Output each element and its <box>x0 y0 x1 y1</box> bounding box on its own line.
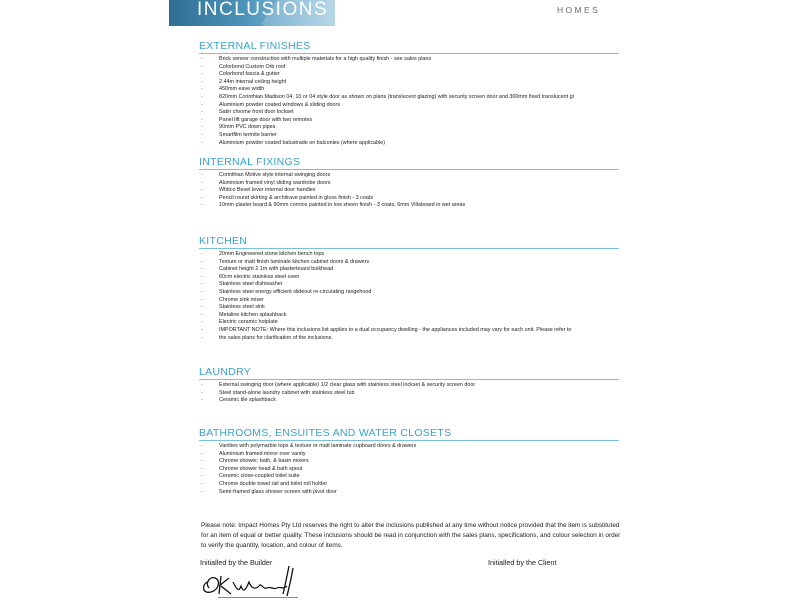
item-list <box>199 56 629 147</box>
list-item: - the sales plans for clarification of the inclusions. <box>199 335 629 343</box>
list-item: - Chrome shower, bath, & basin mixers <box>199 458 629 466</box>
list-item: - 2.44m internal ceiling height <box>199 79 629 87</box>
section-title: KITCHEN <box>199 235 248 247</box>
list-item: - Colorbond Custom Orb roof <box>199 64 629 72</box>
section-title: BATHROOMS, ENSUITES AND WATER CLOSETS <box>199 427 452 439</box>
list-item: - 20mm Engineered stone kitchen bench tops <box>199 251 629 259</box>
list-item: - 90mm PVC down pipes <box>199 124 629 132</box>
list-item: - Aluminium framed mirror over vanity <box>199 451 629 459</box>
inclusions-banner <box>169 0 335 26</box>
list-item: - Brick veneer construction with multiple materials for a high quality finish - see sales plans <box>199 56 629 64</box>
item-list <box>199 172 629 210</box>
list-item: - Smartfilm termite barrier <box>199 132 629 140</box>
list-item: - Stainless steel dishwasher <box>199 281 629 289</box>
section-divider <box>199 379 619 380</box>
list-item: - Chrome shower head & bath spout <box>199 466 629 474</box>
list-item: - Electric ceramic hotplate <box>199 319 629 327</box>
item-list <box>199 382 629 405</box>
list-item: - Stainless steel energy efficient slideout re-circulating rangehood <box>199 289 629 297</box>
list-item: - External swinging door (where applicable) 1/2 clear glass with stainless steel lockset & security screen door <box>199 382 629 390</box>
section-title: EXTERNAL FINISHES <box>199 40 311 52</box>
list-item: - Metaline kitchen splashback <box>199 312 629 320</box>
section-divider <box>199 248 619 249</box>
list-item: - Semi-framed glass shower screen with pivot door <box>199 489 629 497</box>
list-item: - Whitco Bevel lever internal door handles <box>199 187 629 195</box>
list-item: - Colorbond fascia & gutter <box>199 71 629 79</box>
list-item: - Chrome sink mixer <box>199 297 629 305</box>
list-item: - 450mm eave width <box>199 86 629 94</box>
section-external-finishes <box>199 41 629 147</box>
item-list <box>199 251 629 342</box>
signature-line <box>218 597 298 598</box>
brand-logo-text: HOMES <box>557 5 601 15</box>
item-list <box>199 443 629 496</box>
list-item: - Stainless steel sink <box>199 304 629 312</box>
list-item: - Vanities with polymarble tops & texture or matt laminate cupboard doors & drawers <box>199 443 629 451</box>
list-item: - 820mm Corinthian Madison 04, 10 or 04 style door as shown on plans (translucent glazing) with security screen door and 300mm fixed translucent gl <box>199 94 629 102</box>
banner-title: INCLUSIONS <box>197 0 329 20</box>
list-item: - 60cm electric stainless steel oven <box>199 274 629 282</box>
section-kitchen <box>199 236 629 342</box>
disclaimer-note: Please note: Impact Homes Pty Ltd reserves the right to alter the inclusions published at any time without notice provided that the item is substituted for an item of equal or better quality. These inclusions should be read in conjunction with the sales plans, specifications, and colour selection in order to verify the quantity, location, and colour of items. <box>201 522 621 550</box>
list-item: - Ceramic tile splashback <box>199 397 629 405</box>
list-item: - Steel stand-alone laundry cabinet with stainless steel tub <box>199 390 629 398</box>
section-bathrooms <box>199 428 629 496</box>
list-item: - Cabinet height 2.1m with plasterboard bulkhead <box>199 266 629 274</box>
list-item: - Texture or matt finish laminate kitchen cabinet doors & drawers <box>199 259 629 267</box>
section-title: INTERNAL FIXINGS <box>199 156 301 168</box>
section-title: LAUNDRY <box>199 366 252 378</box>
section-internal-fixings <box>199 157 629 210</box>
section-divider <box>199 440 619 441</box>
list-item: - Pencil round skirting & architrave painted in gloss finish - 3 coats <box>199 195 629 203</box>
list-item: - Aluminium powder coated windows & sliding doors <box>199 102 629 110</box>
list-item: - 10mm plaster board & 90mm cornice painted in low sheen finish - 3 coats, 6mm Villaboard in wet areas <box>199 202 629 210</box>
section-laundry <box>199 367 629 405</box>
builder-signature-icon <box>197 560 317 600</box>
list-item: - Aluminium powder coated balustrade on balconies (where applicable) <box>199 140 629 148</box>
list-item: - Ceramic close-coupled toilet suite <box>199 473 629 481</box>
initialled-builder-label: Initialled by the Builder <box>200 558 273 567</box>
list-item: - Corinthian Motive style internal swinging doors <box>199 172 629 180</box>
list-item: - Panel lift garage door with two remotes <box>199 117 629 125</box>
list-item: - Aluminium framed vinyl sliding wardrobe doors <box>199 180 629 188</box>
section-divider <box>199 169 619 170</box>
list-item: - Satin chrome front door lockset <box>199 109 629 117</box>
list-item: - Chrome double towel rail and toilet roll holder <box>199 481 629 489</box>
section-divider <box>199 53 619 54</box>
initialled-client-label: Initialled by the Client <box>488 558 557 567</box>
list-item: - IMPORTANT NOTE: Where this inclusions list applies to a dual occupancy dwelling - the appliances included may vary for each unit. Please refer to <box>199 327 629 335</box>
